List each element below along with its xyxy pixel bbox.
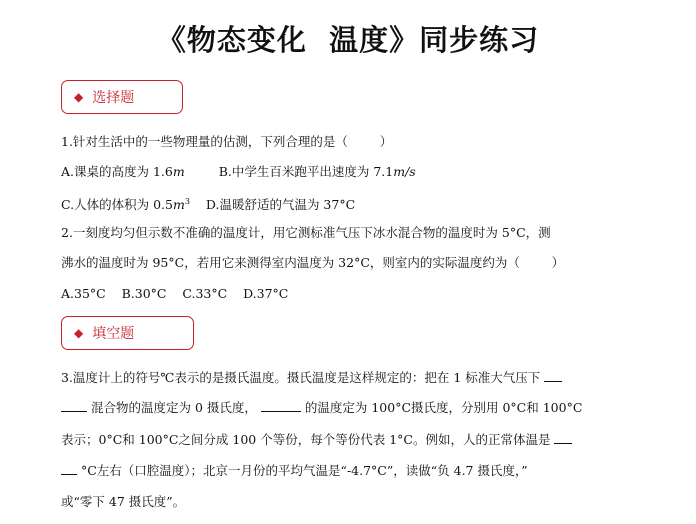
option-a: A.课桌的高度为 1.6m: [61, 164, 185, 179]
answer-blank[interactable]: [61, 399, 87, 412]
section-label: 选择题: [92, 90, 135, 106]
question-3-line-3: 表示；0°C和 100°C之间分成 100 个等份，每个等份代表 1°C。例如，人的正常体温是: [61, 431, 572, 449]
question-1-options-ab: [61, 163, 416, 181]
diamond-icon: ◆: [74, 326, 84, 340]
option-c: C.人体的体积为 $0.5m^3$: [61, 197, 190, 213]
section-label: 填空题: [92, 326, 135, 342]
question-3-line-2: 混合物的温度定为 0 摄氏度， 的温度定为 100°C摄氏度，分别用 0°C和 100°C: [61, 399, 582, 417]
section-header-multiple-choice: [61, 80, 183, 114]
answer-blank[interactable]: [544, 369, 562, 382]
question-1-stem: 1.针对生活中的一些物理量的估测，下列合理的是（ ）: [61, 134, 393, 149]
option-d: D.温暖舒适的气温为 37°C: [205, 197, 356, 213]
question-2-line-1: 2.一刻度均匀但示数不准确的温度计，用它测标准气压下冰水混合物的温度时为 5°C，测: [61, 225, 551, 240]
section-header-fill-blank: [61, 316, 194, 350]
question-3-line-5: 或“零下 47 摄氏度”。: [61, 494, 186, 509]
question-3-line-4: °C左右（口腔温度）；北京一月份的平均气温是“-4.7°C”，读做“负 4.7 摄氏度，”: [61, 462, 528, 480]
answer-blank[interactable]: [554, 431, 572, 444]
question-2-options: A.35°C B.30°C C.33°C D.37°C: [61, 286, 289, 301]
question-2-line-2: 沸水的温度时为 95°C，若用它来测得室内温度为 32°C，则室内的实际温度约为（ ）: [61, 255, 565, 270]
option-b: B.中学生百米跑平出速度为 7.1m/s: [218, 164, 416, 179]
answer-blank[interactable]: [261, 399, 301, 412]
question-3-line-1: 3.温度计上的符号℃表示的是摄氏温度。摄氏温度是这样规定的：把在 1 标准大气压下: [61, 369, 562, 387]
question-1-options-cd: [61, 193, 355, 214]
diamond-icon: ◆: [74, 90, 84, 104]
answer-blank[interactable]: [61, 462, 77, 475]
page-title: 《物态变化 温度》同步练习: [156, 23, 540, 57]
